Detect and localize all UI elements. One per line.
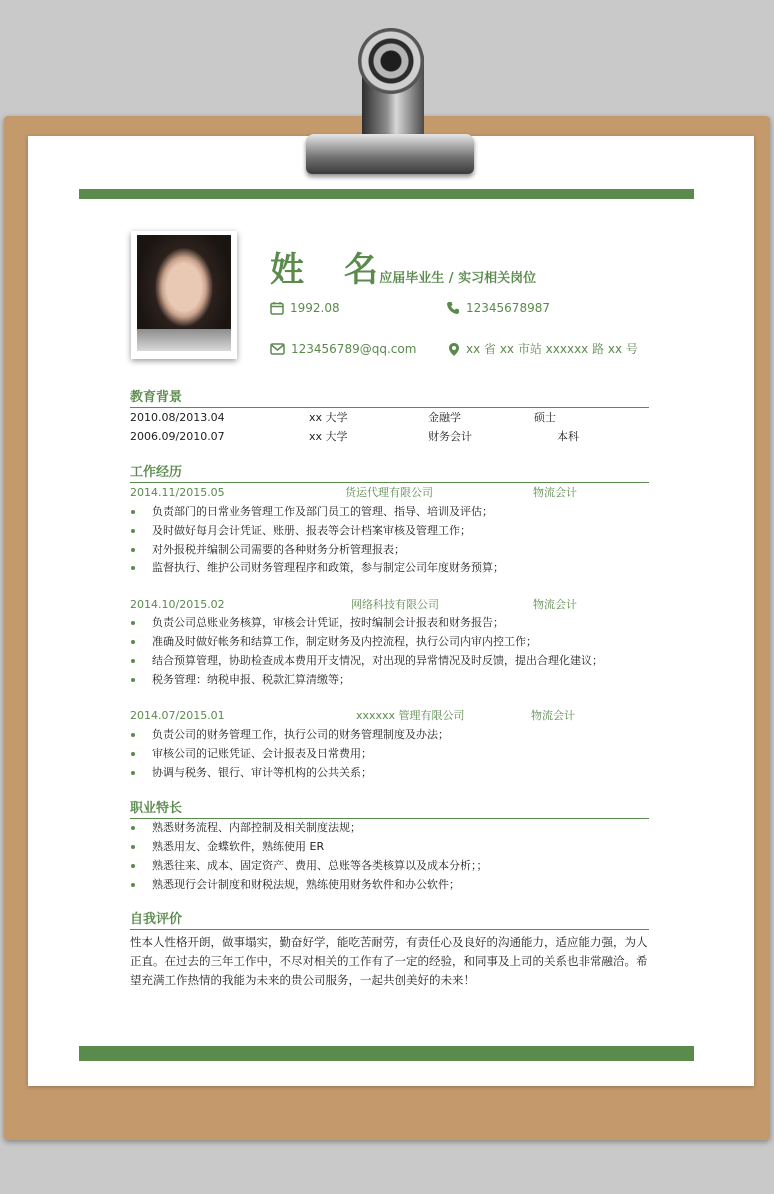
job-company: xxxxxx 管理有限公司: [356, 709, 465, 722]
skills-title: 职业特长: [130, 801, 183, 816]
skill-item: 熟悉现行会计制度和财税法规，熟练使用财务软件和办公软件；: [131, 878, 460, 892]
work-rule: [130, 482, 649, 483]
email-contact: [270, 341, 416, 357]
edu-major: 财务会计: [428, 430, 472, 443]
job-role: 物流会计: [531, 709, 575, 722]
address-contact: [448, 341, 638, 357]
candidate-subtitle: / 应届毕业生 / 实习相关岗位: [370, 271, 537, 286]
skill-item: 熟悉财务流程、内部控制及相关制度法规；: [131, 821, 361, 835]
job-period: 2014.10/2015.02: [130, 598, 225, 611]
edu-degree: 本科: [557, 430, 579, 443]
portrait-image: [137, 235, 231, 351]
edu-major: 金融学: [428, 411, 461, 424]
education-rule: [130, 407, 649, 408]
phone-number: 12345678987: [466, 301, 550, 315]
job-duty: 及时做好每月会计凭证、账册、报表等会计档案审核及管理工作；: [131, 524, 471, 538]
edu-school: xx 大学: [309, 411, 348, 424]
job-role: 物流会计: [533, 486, 577, 499]
job-duty: 协调与税务、银行、审计等机构的公共关系；: [131, 766, 372, 780]
profile-photo: [131, 231, 237, 359]
job-company: 网络科技有限公司: [351, 598, 439, 611]
job-duty: 负责公司总账业务核算，审核会计凭证，按时编制会计报表和财务报告；: [131, 616, 504, 630]
job-duty: 结合预算管理，协助检查成本费用开支情况，对出现的异常情况及时反馈，提出合理化建议；: [131, 654, 603, 668]
birth-date: 1992.08: [290, 301, 340, 315]
edu-period: 2006.09/2010.07: [130, 430, 225, 443]
phone-icon: [446, 301, 460, 315]
clip-ring: [358, 28, 424, 94]
self-rule: [130, 929, 649, 930]
job-duty: 负责部门的日常业务管理工作及部门员工的管理、指导、培训及评估；: [131, 505, 493, 519]
skills-rule: [130, 818, 649, 819]
birth-contact: [270, 300, 340, 316]
job-duty: 对外报税并编制公司需要的各种财务分析管理报表；: [131, 543, 405, 557]
mail-icon: [270, 343, 285, 355]
skill-item: 熟悉用友、金蝶软件，熟练使用 ER: [131, 840, 324, 854]
job-duty: 审核公司的记账凭证、会计报表及日常费用；: [131, 747, 372, 761]
email-address: 123456789@qq.com: [291, 342, 417, 356]
job-period: 2014.07/2015.01: [130, 709, 225, 722]
bottom-accent-bar: [79, 1046, 694, 1061]
skill-item: 熟悉往来、成本、固定资产、费用、总账等各类核算以及成本分析；；: [131, 859, 488, 873]
job-duty: 负责公司的财务管理工作，执行公司的财务管理制度及办法；: [131, 728, 449, 742]
home-address: xx 省 xx 市站 xxxxxx 路 xx 号: [466, 342, 638, 356]
education-title: 教育背景: [130, 390, 183, 405]
candidate-name: 姓 名: [270, 250, 392, 290]
phone-contact: [446, 300, 550, 316]
binder-clip: [306, 134, 474, 174]
edu-degree: 硕士: [534, 411, 556, 424]
job-duty: 监督执行、维护公司财务管理程序和政策，参与制定公司年度财务预算；: [131, 561, 504, 575]
self-evaluation-text: 性本人性格开朗，做事塌实，勤奋好学，能吃苦耐劳，有责任心及良好的沟通能力，适应能力强，为人正直。在过去的三年工作中，不尽对相关的工作有了一定的经验，和同事及上司的关系也非常融洽。希望充满工作热情的我能为未来的贵公司服务，一起共创美好的未来！: [130, 935, 648, 987]
edu-period: 2010.08/2013.04: [130, 411, 225, 424]
job-duty: 准确及时做好帐务和结算工作，制定财务及内控流程，执行公司内审内控工作；: [131, 635, 537, 649]
job-role: 物流会计: [533, 598, 577, 611]
calendar-icon: [270, 301, 284, 315]
location-icon: [448, 342, 460, 357]
job-company: 货运代理有限公司: [345, 486, 433, 499]
work-title: 工作经历: [130, 465, 183, 480]
edu-school: xx 大学: [309, 430, 348, 443]
top-accent-bar: [79, 189, 694, 199]
self-title: 自我评价: [130, 912, 183, 927]
job-duty: 税务管理：纳税申报、税款汇算清缴等；: [131, 673, 350, 687]
job-period: 2014.11/2015.05: [130, 486, 225, 499]
